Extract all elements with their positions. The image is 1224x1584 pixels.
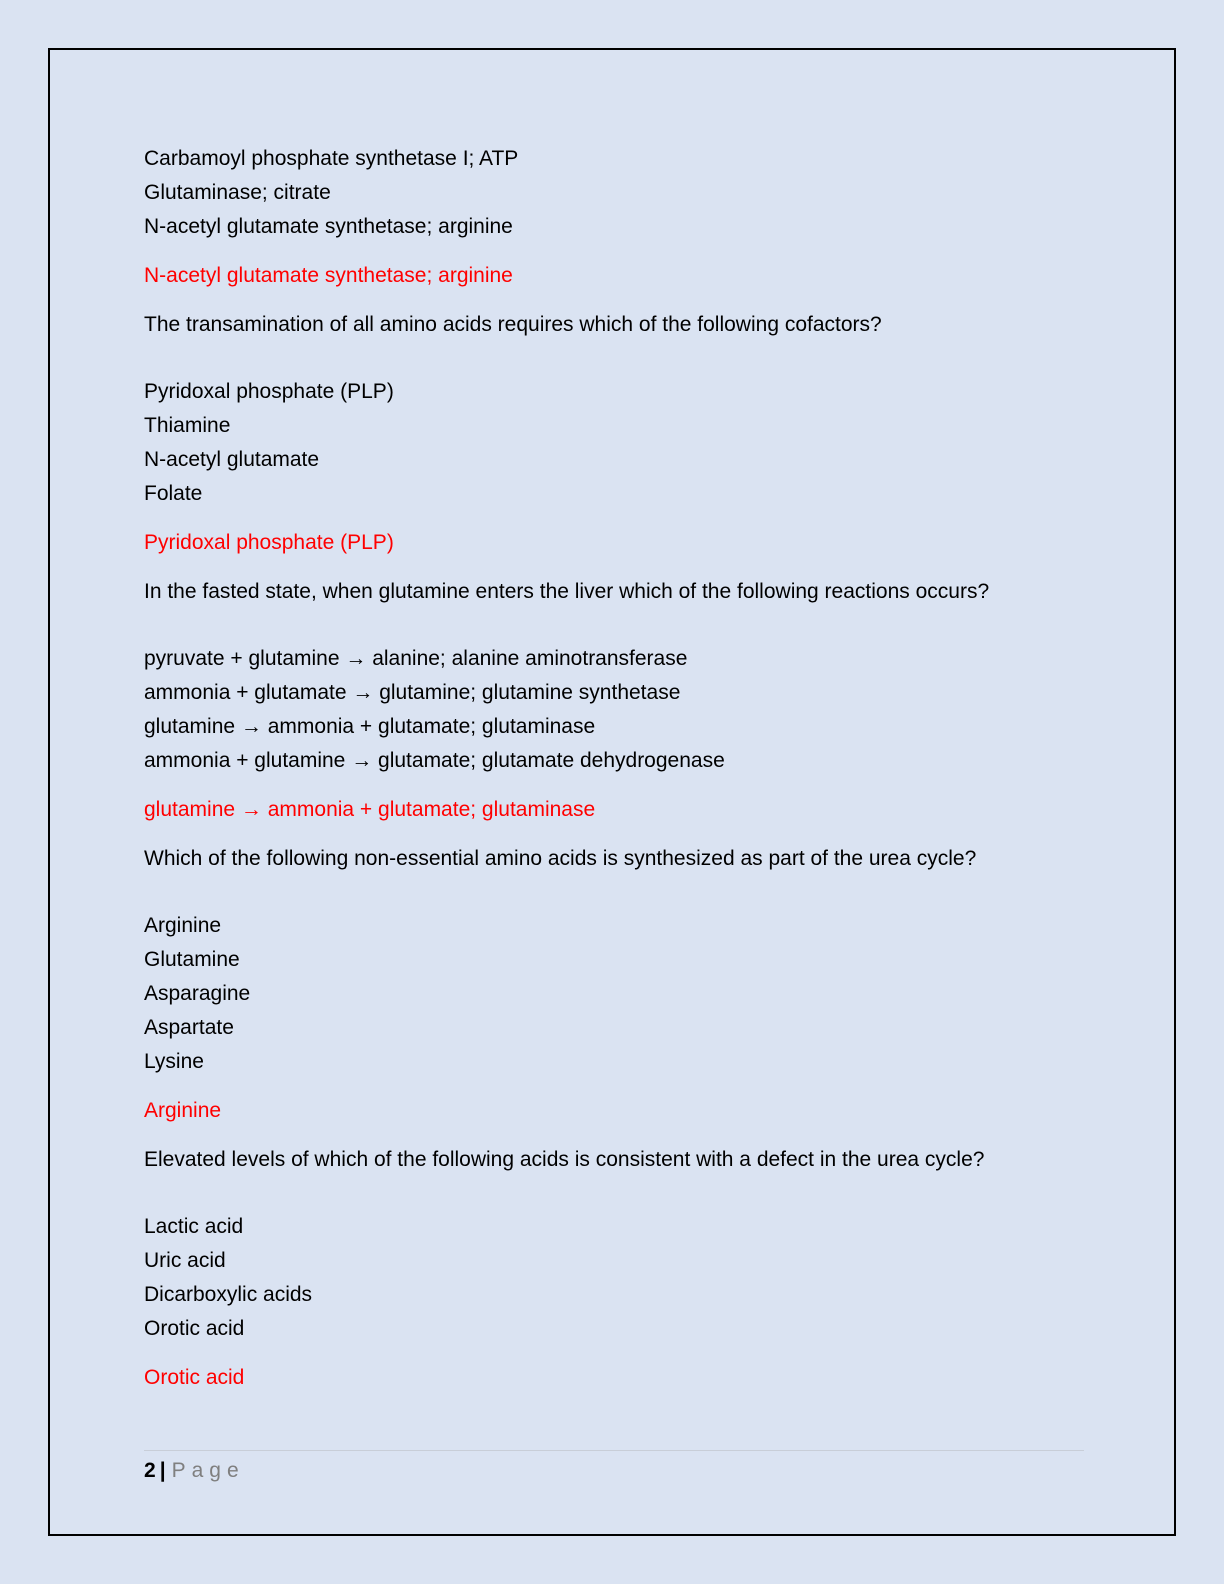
option-item: Dicarboxylic acids [144,1283,313,1306]
option-item: Folate [144,482,203,505]
option-item: N-acetyl glutamate synthetase; arginine [144,215,513,238]
option-item: Lactic acid [144,1215,244,1238]
option-item: Pyridoxal phosphate (PLP) [144,380,394,403]
document-content [144,142,1084,1410]
option-item: Lysine [144,1050,204,1073]
option-item: glutamine → ammonia + glutamate; glutaminase [144,715,596,738]
question-text: Elevated levels of which of the following acids is consistent with a defect in the urea cycle? [144,1148,985,1171]
option-item: Asparagine [144,982,251,1005]
page-number: 2 [144,1459,156,1482]
answer-text: Arginine [144,1099,222,1122]
answer-text: Orotic acid [144,1366,245,1389]
option-item: Uric acid [144,1249,226,1272]
page-label: Page [171,1459,245,1482]
option-item: ammonia + glutamate → glutamine; glutamine synthetase [144,681,681,704]
page-footer [144,1454,245,1488]
answer-text: N-acetyl glutamate synthetase; arginine [144,264,513,287]
question-text: Which of the following non-essential amino acids is synthesized as part of the urea cycle? [144,847,977,870]
options-list [144,142,1084,244]
option-item: Aspartate [144,1016,234,1039]
option-item: N-acetyl glutamate [144,448,320,471]
answer-text: Pyridoxal phosphate (PLP) [144,531,394,554]
option-item: Carbamoyl phosphate synthetase I; ATP [144,147,519,170]
option-item: Arginine [144,914,222,937]
options-list [144,642,1084,778]
options-list [144,375,1084,511]
options-list [144,1210,1084,1346]
option-item: Glutaminase; citrate [144,181,331,204]
option-item: ammonia + glutamine → glutamate; glutamate dehydrogenase [144,749,725,772]
answer-text: glutamine → ammonia + glutamate; glutaminase [144,798,596,821]
options-list [144,909,1084,1079]
option-item: Glutamine [144,948,240,971]
option-item: Thiamine [144,414,231,437]
question-text: The transamination of all amino acids requires which of the following cofactors? [144,313,882,336]
footer-divider [144,1450,1084,1451]
footer-separator: | [159,1459,166,1482]
option-item: Orotic acid [144,1317,245,1340]
option-item: pyruvate + glutamine → alanine; alanine aminotransferase [144,647,688,670]
question-text: In the fasted state, when glutamine enters the liver which of the following reactions occurs? [144,580,990,603]
